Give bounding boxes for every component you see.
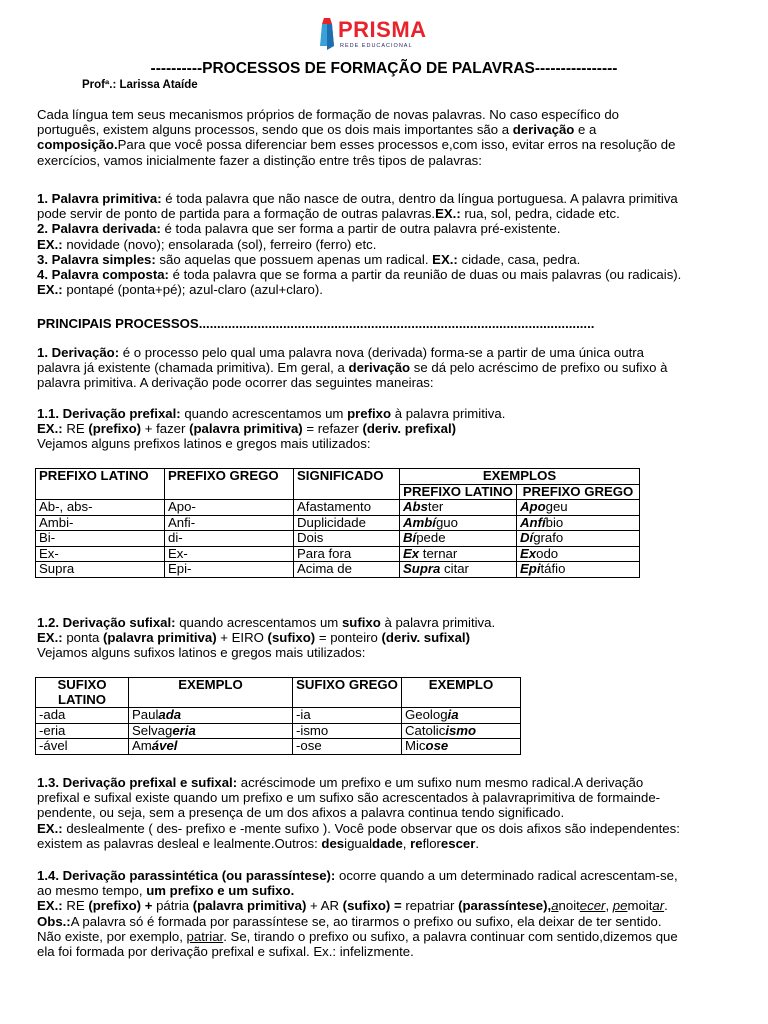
prefsuf-re: re	[410, 835, 423, 851]
cell-gre: -ose	[293, 739, 402, 755]
cell-ex-lat	[400, 546, 517, 562]
cell-sig: Para fora	[294, 546, 400, 562]
prefixal-ex-f: (deriv. prefixal)	[362, 421, 456, 437]
sufixal-label: 1.2. Derivação sufixal:	[37, 615, 176, 630]
suffix-table-h-exemplo2: EXEMPLO	[402, 678, 521, 708]
type3-label: 3. Palavra simples:	[37, 251, 156, 267]
suffix-table-h-latino: SUFIXO LATINO	[36, 678, 129, 708]
suffix-table-h-grego: SUFIXO GREGO	[293, 678, 402, 708]
parass-l1: ocorre quando a um determinado radical acrescentam-se,	[335, 868, 678, 883]
cell-gre: Epi-	[165, 562, 294, 578]
ex-prefix: Bí	[403, 530, 417, 545]
ex-suffix: ose	[425, 738, 449, 753]
prefixal-text2: à palavra primitiva.	[391, 406, 506, 421]
ex-rest: ter	[427, 499, 444, 514]
ex-prefix: Ex	[403, 545, 420, 561]
prefixal-prefixo: prefixo	[347, 406, 392, 421]
cell-lat: Bi-	[36, 531, 165, 547]
prefixal-text: quando acrescentamos um	[180, 406, 348, 421]
cell-ex-lat	[400, 515, 517, 531]
intro-l2: português, existem alguns processos, sendo que os dois mais importantes são a	[37, 122, 513, 138]
type3-ex: EX.:	[432, 251, 458, 267]
logo-brand: PRISMA	[338, 17, 427, 42]
parass-ex-f: (sufixo) =	[342, 898, 402, 914]
intro-composicao: composição.	[37, 137, 118, 153]
cell-ex-lat	[400, 562, 517, 578]
table-row	[36, 708, 521, 724]
ex-rest: guo	[435, 514, 458, 530]
word-types	[37, 191, 737, 297]
ex-root: Mic	[405, 738, 426, 753]
type2-examples: novidade (novo); ensolarada (sol), ferreiro (ferro) etc.	[62, 236, 377, 252]
ex-prefix: Ambí	[403, 514, 436, 530]
cell-ex1	[129, 708, 293, 724]
derivacao-l1: é o processo pelo qual uma palavra nova (derivada) forma-se a partir de uma única outra	[119, 345, 644, 360]
prefsuf-ex: EX.:	[37, 820, 63, 836]
cell-lat: Supra	[36, 562, 165, 578]
cell-sig: Acima de	[294, 562, 400, 578]
derivacao-section	[37, 345, 737, 391]
ex-suffix: ia	[447, 707, 459, 722]
sufixal-ex-f: (deriv. sufixal)	[381, 630, 470, 646]
prefixal-label: 1.1. Derivação prefixal:	[37, 406, 181, 421]
prefixal-ex-e: = refazer	[302, 421, 363, 437]
prefsuf-l5: existem as palavras desleal e lealmente.Outros:	[37, 835, 322, 851]
parass-obs: Obs.:	[37, 913, 71, 929]
type3-examples: cidade, casa, pedra.	[457, 251, 581, 267]
table-row	[36, 546, 640, 562]
sufixal-section	[37, 615, 737, 661]
cell-gre: di-	[165, 531, 294, 547]
parass-patriar: patriar	[186, 928, 224, 944]
ex-root: Paul	[132, 707, 159, 722]
prefix-table-h-exemplos: EXEMPLOS	[400, 469, 640, 485]
parass-section	[37, 868, 737, 959]
sufixal-intro: Vejamos alguns sufixos latinos e gregos mais utilizados:	[37, 645, 366, 661]
parass-ex-noit: noit	[558, 898, 580, 914]
parass-ex-d: (palavra primitiva)	[192, 898, 307, 914]
table-row	[36, 562, 640, 578]
prefixal-ex-d: (palavra primitiva)	[189, 421, 303, 437]
type3-text: são aquelas que possuem apenas um radical.	[155, 251, 433, 267]
cell-lat: -ável	[36, 739, 129, 755]
ex-rest: citar	[440, 561, 469, 576]
ex-prefix: Abs	[403, 499, 428, 514]
sufixal-ex-a: ponta	[62, 630, 103, 646]
prefsuf-dot: .	[475, 835, 480, 851]
type1-line2: pode servir de ponto de partida para a formação de outras palavras.	[37, 206, 436, 222]
prefsuf-l3: pendente, ou seja, sem a presença de um dos afixos a palavra continua tendo significado.	[37, 805, 565, 821]
type4-label: 4. Palavra composta:	[37, 267, 169, 283]
ex-rest: grafo	[533, 530, 564, 545]
parass-ex-pe: pe	[612, 898, 628, 914]
ex-prefix: Epi	[520, 561, 541, 576]
type2-label: 2. Palavra derivada:	[37, 221, 161, 237]
cell-lat: -ada	[36, 708, 129, 724]
cell-ex1	[129, 739, 293, 755]
parass-ex-b: (prefixo) +	[88, 898, 153, 914]
cell-gre: Apo-	[165, 500, 294, 516]
prefsuf-igual: igual	[344, 835, 373, 851]
prefsuf-label: 1.3. Derivação prefixal e sufixal:	[37, 775, 238, 790]
intro-l4: exercícios, vamos inicialmente fazer a distinção entre três tipos de palavras:	[37, 152, 482, 168]
type1-text: é toda palavra que não nasce de outra, dentro da língua portuguesa. A palavra primitiva	[161, 191, 678, 206]
sufixal-text: quando acrescentamos um	[175, 615, 342, 630]
intro-l1: Cada língua tem seus mecanismos próprios de formação de novas palavras. No caso específico do	[37, 107, 620, 122]
prisma-logo	[318, 16, 428, 52]
prefix-table-h-latino: PREFIXO LATINO	[36, 469, 165, 500]
parass-ex-ecer: ecer	[579, 898, 606, 914]
parass-ex-a-prefix: a	[551, 898, 559, 914]
ex-rest: ternar	[419, 545, 458, 561]
cell-lat: Ab-, abs-	[36, 500, 165, 516]
derivacao-l3: palavra primitiva. A derivação pode ocorrer das seguintes maneiras:	[37, 375, 434, 391]
cell-sig: Duplicidade	[294, 515, 400, 531]
parass-ex-moit: moit	[627, 898, 653, 914]
principais-text: PRINCIPAIS PROCESSOS............................................................................................................	[37, 316, 595, 331]
parass-obs-text: A palavra só é formada por parassíntese se, ao tirarmos o prefixo ou sufixo, ela deixar de ter sentido.	[70, 913, 662, 929]
prefixal-intro: Vejamos alguns prefixos latinos e gregos mais utilizados:	[37, 436, 371, 452]
type4-examples: pontapé (ponta+pé); azul-claro (azul+claro).	[62, 282, 323, 298]
ex-prefix: Ex	[520, 545, 537, 561]
intro-l2-end: e a	[574, 122, 597, 138]
ex-suffix: eria	[172, 722, 196, 738]
prefixal-ex: EX.:	[37, 421, 63, 437]
parass-ex-sep: ,	[605, 898, 613, 914]
prefsuf-l2: prefixal e sufixal existe quando um prefixo e um sufixo são acrescentados à palavraprimitiva de formainde-	[37, 790, 661, 806]
ex-root: Geolog	[405, 707, 448, 722]
prefsuf-l4: deslealmente ( des- prefixo e -mente sufixo ). Você pode observar que os dois afixos são independentes:	[62, 820, 680, 836]
parass-ex-dot: .	[664, 898, 668, 914]
prefsuf-l1: acréscimode um prefixo e um sufixo num mesmo radical.A derivação	[237, 775, 644, 790]
cell-ex-gre	[517, 562, 640, 578]
table-row	[36, 500, 640, 516]
parass-label: 1.4. Derivação parassintética (ou parassíntese):	[37, 868, 336, 883]
parass-ex-e: + AR	[306, 898, 343, 914]
ex-rest: pede	[416, 530, 446, 545]
type1-label: 1. Palavra primitiva:	[37, 191, 162, 206]
ex-suffix: ada	[158, 707, 182, 722]
ex-prefix: Supra	[403, 561, 441, 576]
prefix-table-h-significado: SIGNIFICADO	[294, 469, 400, 500]
prefsuf-dade: dade	[372, 835, 403, 851]
prefix-table	[35, 468, 640, 578]
prefixal-ex-b: (prefixo)	[88, 421, 142, 437]
logo-sub: REDE EDUCACIONAL	[340, 43, 413, 49]
prefsuf-comma: ,	[402, 835, 411, 851]
cell-gre: -ia	[293, 708, 402, 724]
ex-rest: táfio	[540, 561, 566, 576]
table-row	[36, 531, 640, 547]
prefsuf-escer: escer	[440, 835, 476, 851]
parass-ex-c: pátria	[152, 898, 193, 914]
ex-prefix: Dí	[520, 530, 534, 545]
cell-lat: Ambi-	[36, 515, 165, 531]
cell-ex-lat	[400, 531, 517, 547]
parass-ex-h: (parassíntese),	[458, 898, 552, 914]
ex-suffix: ável	[151, 738, 178, 753]
cell-sig: Dois	[294, 531, 400, 547]
prefsuf-des: des	[321, 835, 345, 851]
sufixal-text2: à palavra primitiva.	[380, 615, 496, 630]
ex-root: Selvag	[132, 722, 173, 738]
ex-prefix: Apo	[520, 499, 546, 514]
ex-suffix: ismo	[445, 722, 477, 738]
parass-ex-ar: ar	[652, 898, 665, 914]
parass-l4: Não existe, por exemplo,	[37, 928, 187, 944]
type2-text: é toda palavra que ser forma a partir de outra palavra pré-existente.	[160, 221, 561, 237]
prefix-table-h-grego: PREFIXO GREGO	[165, 469, 294, 500]
cell-ex2	[402, 739, 521, 755]
cell-lat: Ex-	[36, 546, 165, 562]
table-row	[36, 515, 640, 531]
cell-ex1	[129, 723, 293, 739]
prism-icon	[318, 16, 336, 52]
prefix-table-h-ex-latino: PREFIXO LATINO	[400, 484, 517, 500]
suffix-table	[35, 677, 521, 755]
cell-gre: Ex-	[165, 546, 294, 562]
type1-examples: rua, sol, pedra, cidade etc.	[460, 206, 620, 222]
cell-ex-gre	[517, 515, 640, 531]
cell-ex-gre	[517, 546, 640, 562]
intro-paragraph	[37, 107, 737, 168]
parass-l5: ela foi formada por derivação prefixal e sufixal. Ex.: infelizmente.	[37, 944, 414, 960]
page-title: ----------PROCESSOS DE FORMAÇÃO DE PALAVRAS----------------	[150, 60, 618, 77]
ex-rest: odo	[536, 545, 559, 561]
cell-ex2	[402, 708, 521, 724]
sufixal-sufixo: sufixo	[341, 615, 381, 630]
derivacao-label: 1. Derivação:	[37, 345, 120, 360]
cell-ex-gre	[517, 500, 640, 516]
ex-rest: bio	[545, 514, 564, 530]
sufixal-ex-d: (sufixo)	[267, 630, 316, 646]
prefsuf-section	[37, 775, 737, 851]
sufixal-ex-c: + EIRO	[216, 630, 268, 646]
table-row	[36, 739, 521, 755]
parass-ex-g: repatriar	[401, 898, 459, 914]
parass-l2: ao mesmo tempo,	[37, 883, 147, 899]
cell-sig: Afastamento	[294, 500, 400, 516]
principais-heading	[37, 316, 737, 331]
prefixal-ex-c: + fazer	[141, 421, 190, 437]
cell-ex-lat	[400, 500, 517, 516]
parass-l2-bold: um prefixo e um sufixo.	[146, 883, 295, 899]
ex-rest: geu	[545, 499, 568, 514]
prefixal-ex-a: RE	[62, 421, 89, 437]
prefix-table-h-ex-grego: PREFIXO GREGO	[517, 484, 640, 500]
sufixal-ex: EX.:	[37, 630, 63, 646]
prefsuf-flor: flor	[422, 835, 441, 851]
prefixal-section	[37, 406, 737, 452]
parass-ex: EX.:	[37, 898, 63, 914]
sufixal-ex-b: (palavra primitiva)	[103, 630, 217, 646]
author: Profª.: Larissa Ataíde	[82, 79, 198, 91]
table-row	[36, 723, 521, 739]
cell-lat: -eria	[36, 723, 129, 739]
parass-l4-end: . Se, tirando o prefixo ou sufixo, a palavra continuar com sentido,dizemos que	[223, 928, 678, 944]
ex-root: Am	[132, 738, 152, 753]
derivacao-l2: palavra já existente (chamada primitiva). Em geral, a	[37, 360, 349, 376]
intro-l3: Para que você possa diferenciar bem esses processos e,com isso, evitar erros na resolução de	[117, 137, 676, 153]
cell-gre: Anfi-	[165, 515, 294, 531]
derivacao-bold: derivação	[348, 360, 411, 376]
type4-text: é toda palavra que se forma a partir da reunião de duas ou mais palavras (ou radicais).	[168, 267, 682, 283]
suffix-table-h-exemplo1: EXEMPLO	[129, 678, 293, 708]
type2-ex: EX.:	[37, 236, 63, 252]
ex-root: Catolic	[405, 722, 446, 738]
parass-ex-a: RE	[62, 898, 89, 914]
ex-prefix: Anfí	[520, 514, 546, 530]
type4-ex: EX.:	[37, 282, 63, 298]
derivacao-l2-end: se dá pelo acréscimo de prefixo ou sufixo à	[410, 360, 668, 376]
type1-ex: EX.:	[435, 206, 461, 222]
cell-ex2	[402, 723, 521, 739]
intro-derivacao: derivação	[512, 122, 575, 138]
cell-ex-gre	[517, 531, 640, 547]
cell-gre: -ismo	[293, 723, 402, 739]
sufixal-ex-e: = ponteiro	[315, 630, 382, 646]
